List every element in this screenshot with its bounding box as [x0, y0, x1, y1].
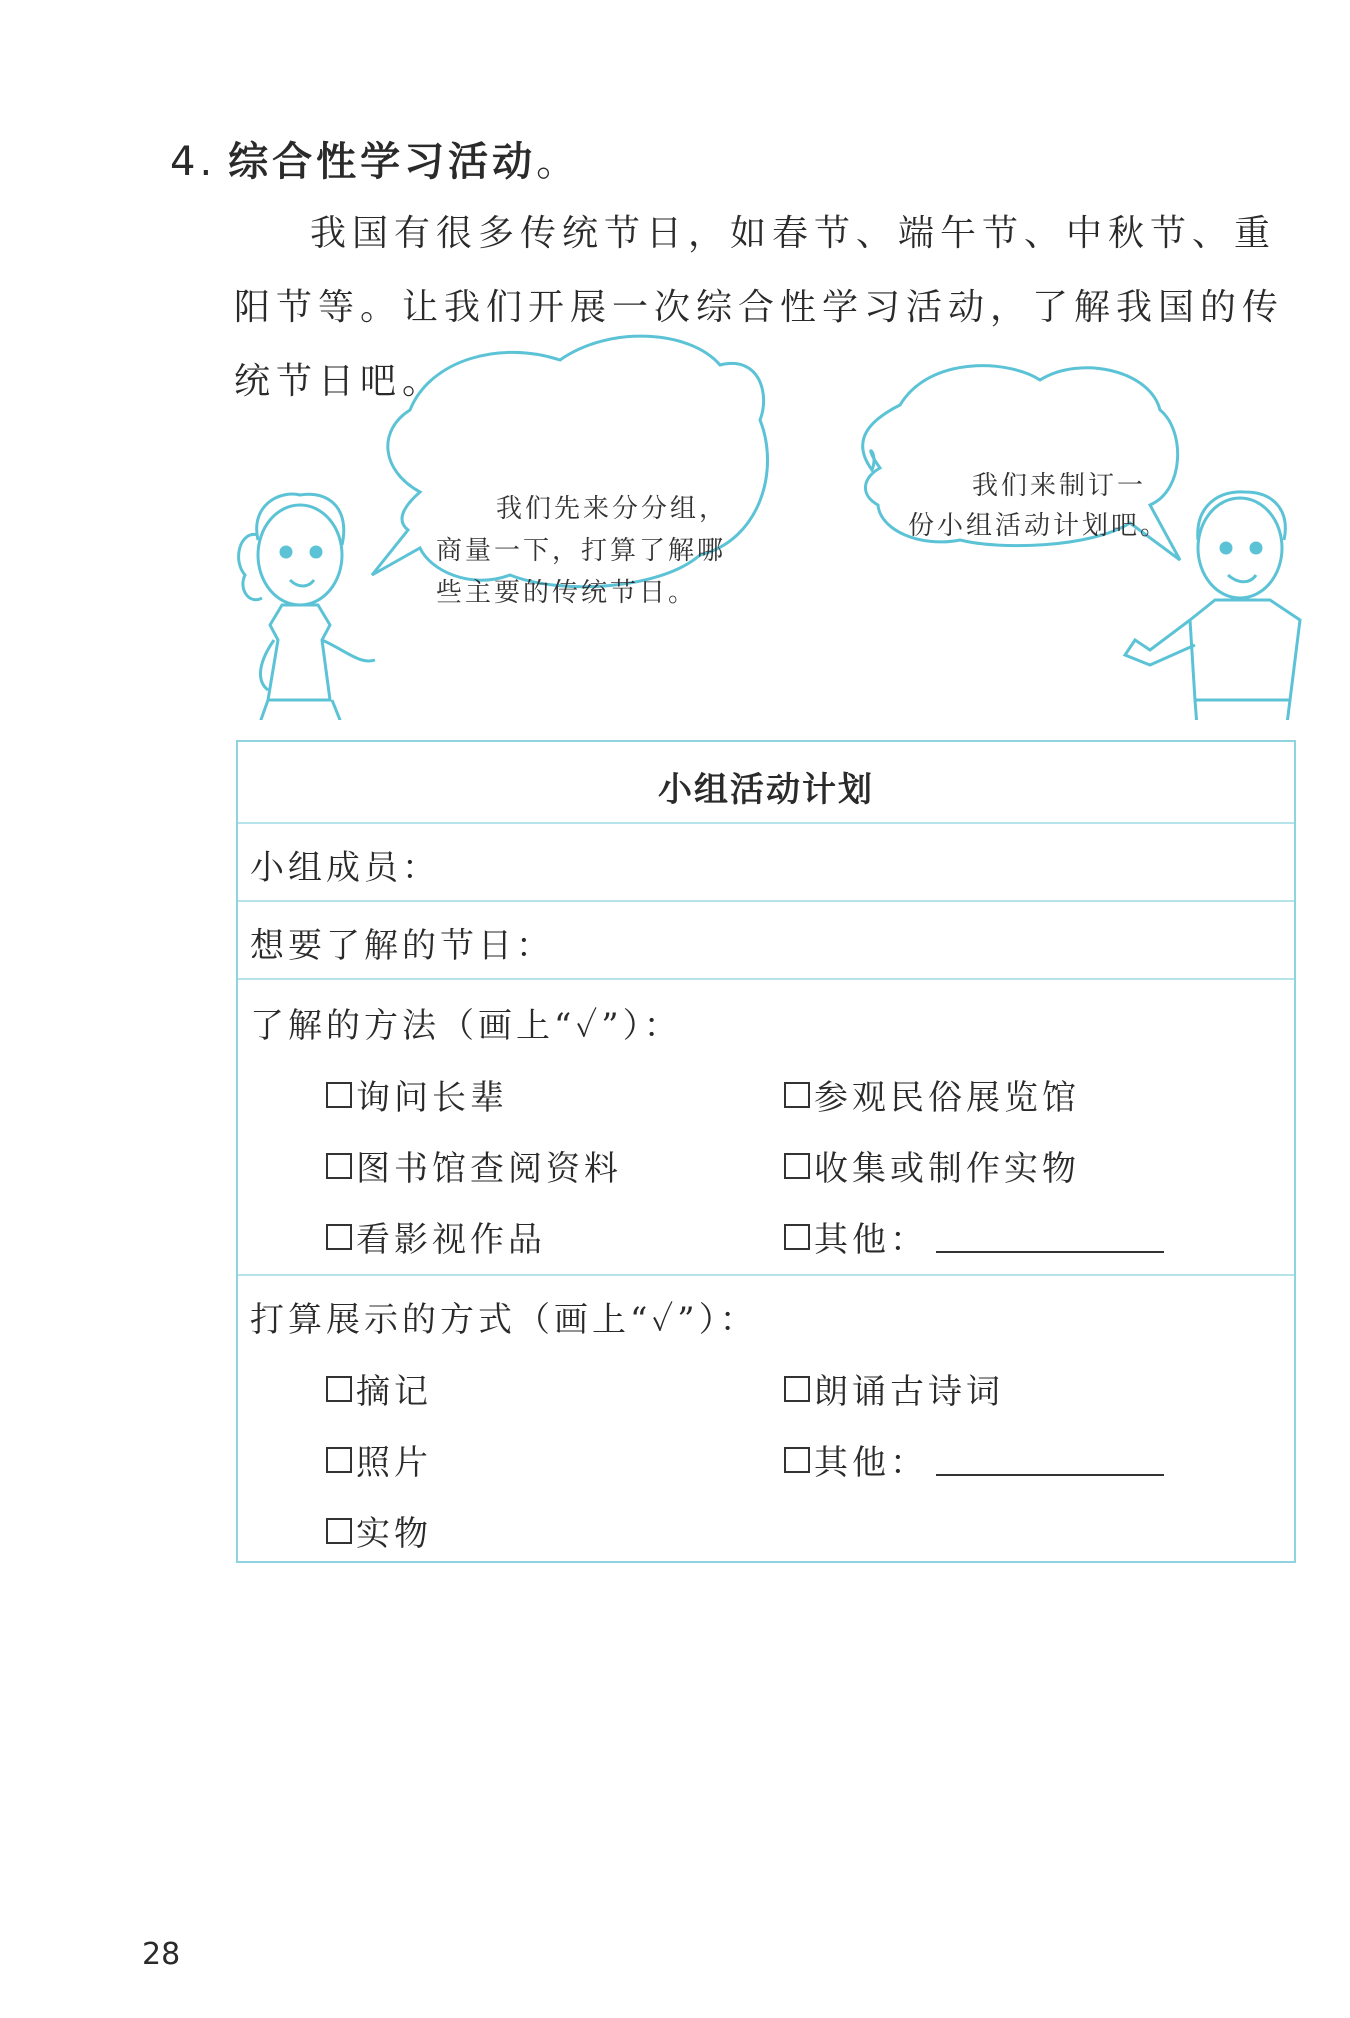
page-number: 28: [142, 1937, 181, 1972]
other-method-blank[interactable]: [936, 1221, 1164, 1253]
method-option-folk-museum[interactable]: 参观民俗展览馆: [784, 1070, 1080, 1119]
checkbox-icon[interactable]: [784, 1153, 810, 1179]
section-number: 4.: [170, 139, 217, 185]
intro-line-3: 统节日吧。: [234, 361, 445, 402]
display-option-objects[interactable]: 实物: [326, 1506, 432, 1555]
display-option-photos[interactable]: 照片: [326, 1435, 432, 1484]
group-activity-plan: [236, 740, 1296, 1563]
checkbox-icon[interactable]: [784, 1447, 810, 1473]
members-label: 小组成员：: [250, 848, 440, 888]
other-display-blank[interactable]: [936, 1444, 1164, 1476]
girl-bubble-line-1: 我们先来分分组，: [496, 494, 729, 524]
girl-bubble-line-3: 些主要的传统节日。: [436, 578, 698, 608]
checkbox-icon[interactable]: [784, 1082, 810, 1108]
section-title-end: 。: [536, 139, 581, 185]
members-row[interactable]: [238, 822, 1294, 902]
display-row: [238, 1274, 1294, 1563]
checkbox-icon[interactable]: [784, 1376, 810, 1402]
intro-line-2: 阳节等。让我们开展一次综合性学习活动，了解我国的传: [234, 287, 1285, 328]
festival-label: 想要了解的节日：: [250, 926, 554, 966]
method-option-other[interactable]: 其他：: [784, 1212, 1164, 1261]
festival-row[interactable]: [238, 900, 1294, 980]
method-option-make-objects[interactable]: 收集或制作实物: [784, 1141, 1080, 1190]
girl-bubble-line-2: 商量一下，打算了解哪: [436, 536, 727, 566]
plan-title-row: [238, 742, 1294, 824]
display-option-notes[interactable]: 摘记: [326, 1364, 432, 1413]
method-option-films[interactable]: 看影视作品: [326, 1212, 546, 1261]
display-option-poetry[interactable]: 朗诵古诗词: [784, 1364, 1004, 1413]
boy-bubble-line-1: 我们来制订一: [972, 471, 1147, 501]
plan-title: 小组活动计划: [658, 770, 874, 810]
girl-figure: [239, 494, 375, 720]
checkbox-icon[interactable]: [326, 1518, 352, 1544]
methods-row: [238, 978, 1294, 1276]
method-option-library[interactable]: 图书馆查阅资料: [326, 1141, 622, 1190]
checkbox-icon[interactable]: [326, 1224, 352, 1250]
display-label: 打算展示的方式（画上“✓”）：: [250, 1300, 758, 1340]
display-option-other[interactable]: 其他：: [784, 1435, 1164, 1484]
checkbox-icon[interactable]: [326, 1376, 352, 1402]
checkbox-icon[interactable]: [784, 1224, 810, 1250]
method-option-ask-elders[interactable]: 询问长辈: [326, 1070, 508, 1119]
intro-line-1: 我国有很多传统节日，如春节、端午节、中秋节、重: [310, 213, 1277, 254]
methods-label: 了解的方法（画上“✓”）：: [250, 1006, 682, 1046]
section-title: 综合性学习活动: [228, 138, 537, 185]
boy-bubble-line-2: 份小组活动计划吧。: [908, 511, 1170, 541]
checkbox-icon[interactable]: [326, 1153, 352, 1179]
checkbox-icon[interactable]: [326, 1447, 352, 1473]
checkbox-icon[interactable]: [326, 1082, 352, 1108]
